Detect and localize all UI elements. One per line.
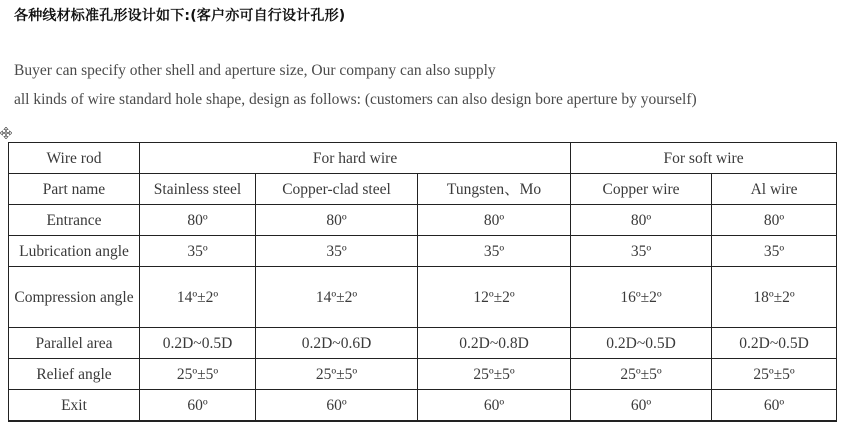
table-cell: 25º±5º: [140, 359, 256, 390]
table-cell: 80º: [256, 205, 418, 236]
table-row: [9, 236, 837, 267]
row-label: Entrance: [9, 205, 140, 236]
table-row: [9, 390, 837, 422]
table-cell: 0.2D~0.5D: [571, 328, 712, 359]
row-label: Parallel area: [9, 328, 140, 359]
table-cell: 16º±2º: [571, 267, 712, 328]
page-heading: 各种线材标准孔形设计如下:(客户亦可自行设计孔形): [14, 8, 346, 24]
group-header-row: [9, 143, 837, 174]
table-row: [9, 359, 837, 390]
table-row: [9, 328, 837, 359]
move-handle-icon[interactable]: [0, 127, 12, 139]
table-cell: 60º: [418, 390, 571, 422]
table-cell: 0.2D~0.6D: [256, 328, 418, 359]
row-label: Exit: [9, 390, 140, 422]
row-label: Lubrication angle: [9, 236, 140, 267]
part-name-label: Part name: [9, 174, 140, 205]
table-cell: 80º: [712, 205, 837, 236]
row-label: Relief angle: [9, 359, 140, 390]
table-cell: 25º±5º: [712, 359, 837, 390]
table-cell: 60º: [256, 390, 418, 422]
table-cell: 35º: [418, 236, 571, 267]
column-header: Copper wire: [571, 174, 712, 205]
table-cell: 80º: [418, 205, 571, 236]
table-row: [9, 205, 837, 236]
table-cell: 35º: [140, 236, 256, 267]
table-cell: 12º±2º: [418, 267, 571, 328]
table-row: [9, 267, 837, 328]
table-cell: 80º: [140, 205, 256, 236]
table-cell: 35º: [256, 236, 418, 267]
table-cell: 0.2D~0.8D: [418, 328, 571, 359]
column-header: Copper-clad steel: [256, 174, 418, 205]
column-header: Stainless steel: [140, 174, 256, 205]
table-cell: 25º±5º: [256, 359, 418, 390]
table-cell: 60º: [140, 390, 256, 422]
table-cell: 0.2D~0.5D: [140, 328, 256, 359]
part-name-row: [9, 174, 837, 205]
table-cell: 14º±2º: [140, 267, 256, 328]
table-cell: 35º: [571, 236, 712, 267]
table-cell: 35º: [712, 236, 837, 267]
description-line-2: all kinds of wire standard hole shape, design as follows: (customers can also design bore aperture by yourself): [14, 91, 697, 108]
table-cell: 0.2D~0.5D: [712, 328, 837, 359]
table-cell: 25º±5º: [571, 359, 712, 390]
table-cell: 60º: [712, 390, 837, 422]
wire-rod-header: Wire rod: [9, 143, 140, 174]
hard-wire-header: For hard wire: [140, 143, 571, 174]
wire-spec-table: [8, 142, 837, 422]
description-line-1: Buyer can specify other shell and aperture size, Our company can also supply: [14, 62, 496, 79]
column-header: Tungsten、Mo: [418, 174, 571, 205]
soft-wire-header: For soft wire: [571, 143, 837, 174]
table-cell: 25º±5º: [418, 359, 571, 390]
table-cell: 60º: [571, 390, 712, 422]
table-cell: 18º±2º: [712, 267, 837, 328]
row-label: Compression angle: [9, 267, 140, 328]
column-header: Al wire: [712, 174, 837, 205]
table-cell: 80º: [571, 205, 712, 236]
table-cell: 14º±2º: [256, 267, 418, 328]
